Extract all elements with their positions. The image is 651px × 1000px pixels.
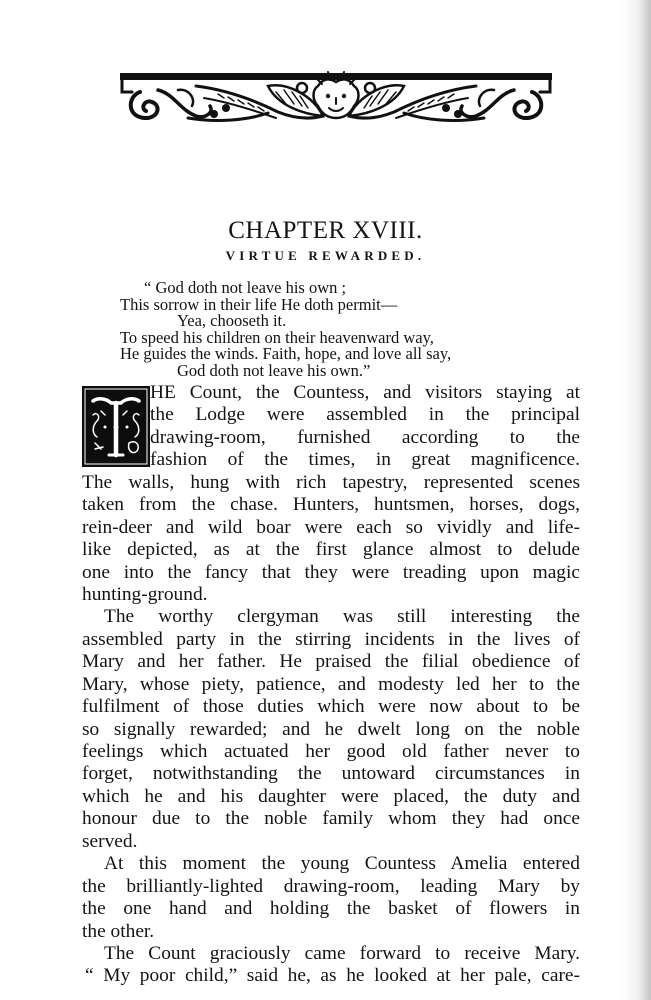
text-line: Mary and her father. He praised the filial obedience of bbox=[82, 651, 580, 673]
epigraph-poem bbox=[120, 278, 452, 380]
epigraph-line: He guides the winds. Faith, hope, and love all say, bbox=[120, 344, 452, 364]
text-line: like depicted, as at the first glance almost to delude bbox=[82, 539, 580, 561]
text-line: The worthy clergyman was still interesting the bbox=[104, 606, 580, 628]
text-line: hunting-ground. bbox=[82, 583, 208, 605]
epigraph-line: This sorrow in their life He doth permit— bbox=[120, 294, 398, 314]
text-line: which he and his daughter were placed, the duty and bbox=[82, 785, 580, 807]
text-line: honour due to the noble family whom they had once bbox=[82, 808, 580, 830]
text-line: the brilliantly-lighted drawing-room, leading Mary by bbox=[82, 875, 580, 897]
epigraph-line: God doth not leave his own.” bbox=[177, 360, 371, 380]
text-line: drawing-room, furnished according to the bbox=[150, 426, 580, 448]
epigraph-line: Yea, chooseth it. bbox=[177, 311, 287, 331]
text-line: so signally rewarded; and he dwelt long on the noble bbox=[82, 718, 580, 740]
chapter-body-text bbox=[82, 382, 580, 988]
text-line: At this moment the young Countess Amelia entered bbox=[104, 853, 580, 875]
epigraph-line: “ God doth not leave his own ; bbox=[144, 278, 347, 297]
text-line: feelings which actuated her good old father never to bbox=[82, 741, 580, 762]
text-line: served. bbox=[82, 830, 138, 852]
text-line: the other. bbox=[82, 920, 155, 942]
text-line: “ My poor child,” said he, as he looked at her pale, care- bbox=[85, 965, 580, 987]
text-line: The walls, hung with rich tapestry, represented scenes bbox=[82, 471, 580, 493]
text-line: the one hand and holding the basket of flowers in bbox=[82, 898, 580, 920]
text-line: rein-deer and wild boar were each so vividly and life- bbox=[82, 516, 580, 538]
text-line: The Count graciously came forward to receive Mary. bbox=[104, 942, 580, 964]
text-line: fulfilment of those duties which were now about to be bbox=[82, 696, 580, 718]
text-line: Mary, whose piety, patience, and modesty led her to the bbox=[82, 673, 580, 695]
chapter-title: CHAPTER XVIII. bbox=[228, 217, 423, 244]
text-line: fashion of the times, in great magnificence. bbox=[150, 449, 580, 471]
epigraph-line: To speed his children on their heavenward way, bbox=[120, 327, 434, 347]
page-edge-shadow bbox=[621, 0, 651, 1000]
text-line: the Lodge were assembled in the principal bbox=[150, 404, 580, 426]
text-line: forget, notwithstanding the untoward circumstances in bbox=[82, 763, 580, 785]
text-line: assembled party in the stirring incidents in the lives of bbox=[82, 628, 580, 650]
ornamental-headpiece-icon bbox=[118, 68, 554, 126]
text-line: HE Count, the Countess, and visitors staying at bbox=[150, 382, 580, 403]
chapter-subtitle: VIRTUE REWARDED. bbox=[225, 248, 426, 263]
text-line: one into the fancy that they were treading upon magic bbox=[82, 561, 580, 583]
text-line: taken from the chase. Hunters, huntsmen, horses, dogs, bbox=[82, 494, 580, 516]
